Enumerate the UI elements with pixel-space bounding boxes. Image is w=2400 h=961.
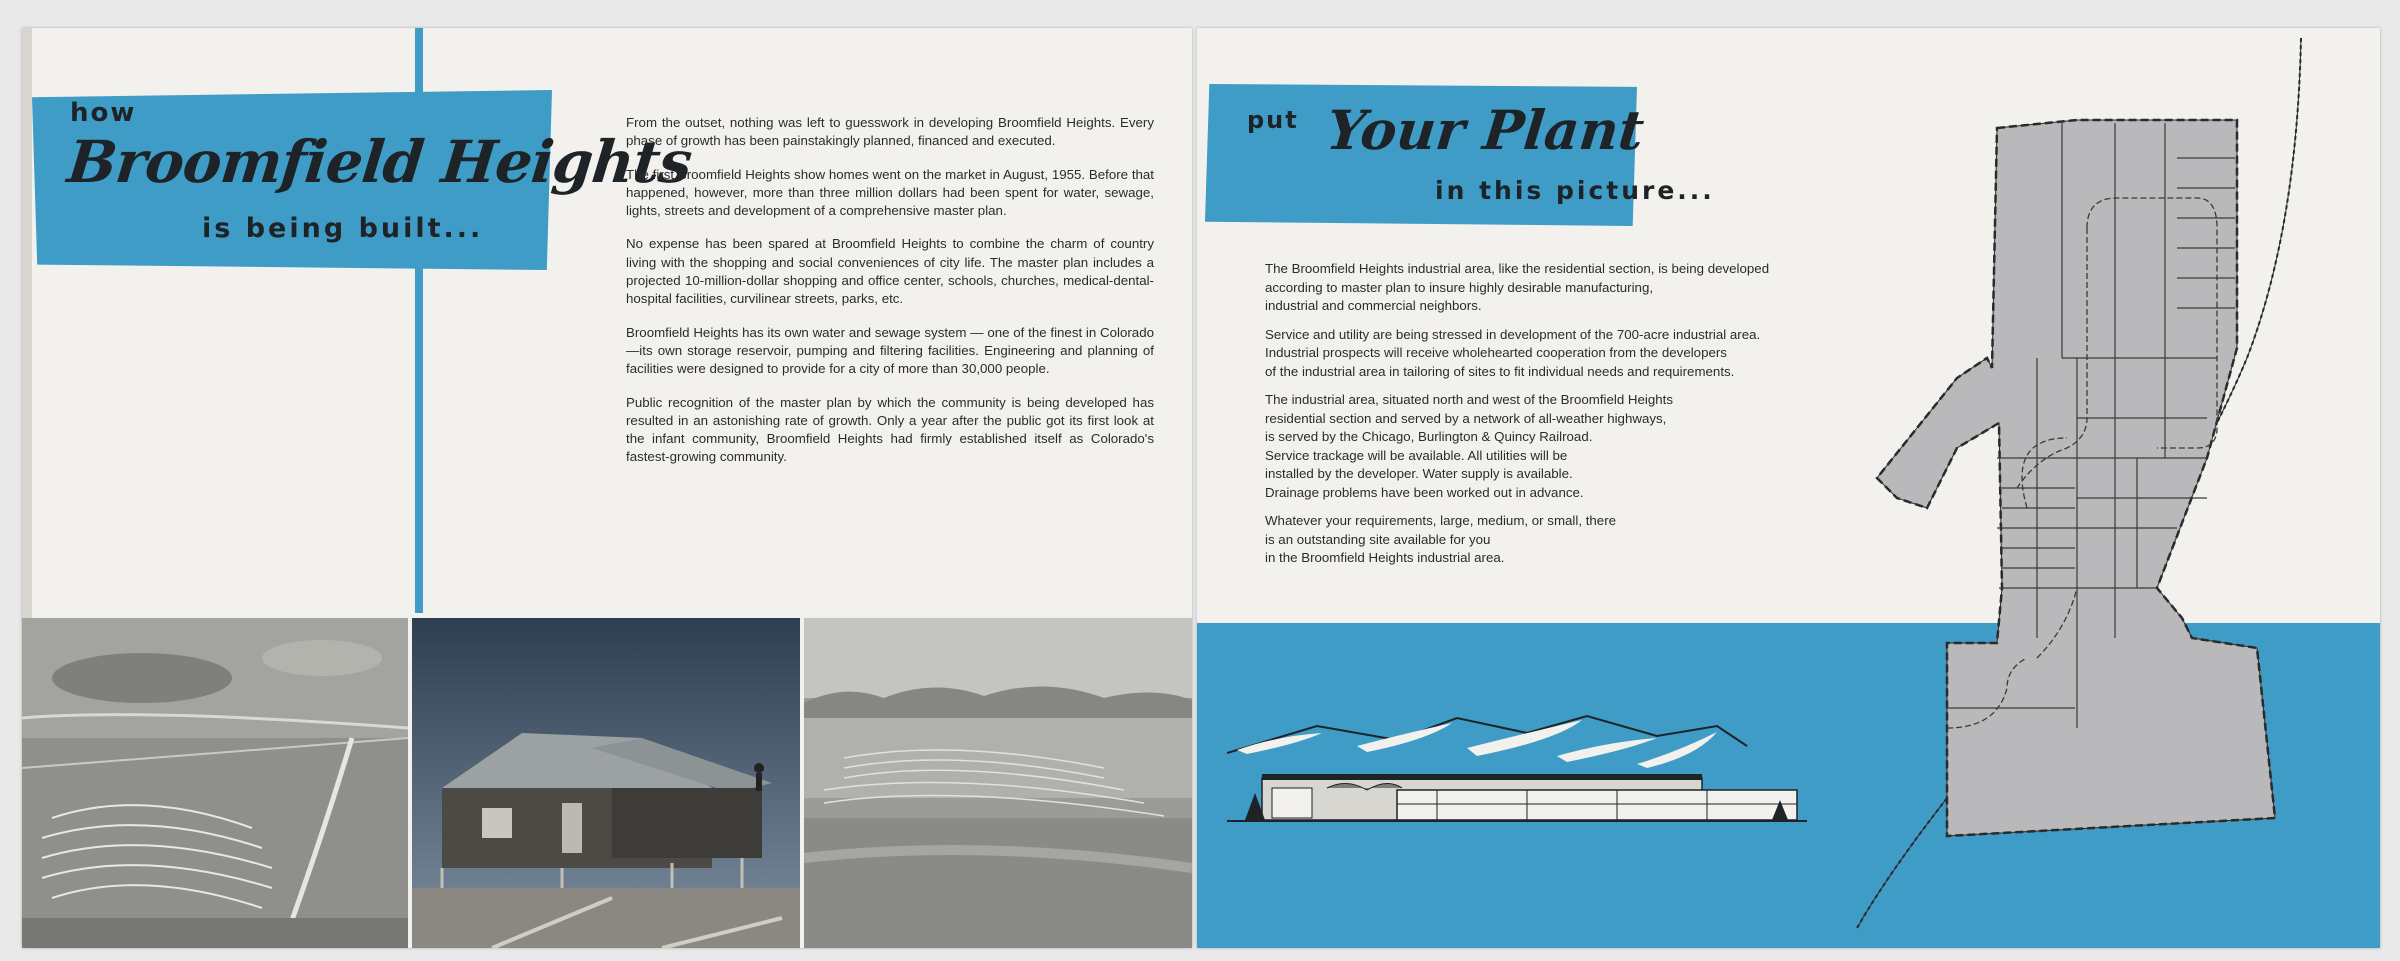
left-heading-main: Broomfield Heights [64,128,695,196]
right-heading-main: Your Plant [1323,98,1648,162]
text-line: The Broomfield Heights industrial area, like the residential section, is being developed [1265,261,1770,276]
right-heading-small: put [1247,106,1299,134]
text-line: of the industrial area in tailoring of sites to fit individual needs and requirements. [1265,363,1735,379]
text-line: residential section and served by a network of all-weather highways, [1265,410,1667,426]
left-paragraph: Broomfield Heights has its own water and sewage system — one of the finest in Colorado—its own storage reservoir, pumping and filtering facilities. Engineering and planning of facilities were designed to provide for a city of more than 30,000 people. [626,324,1154,377]
text-line: The industrial area, situated north and west of the Broomfield Heights [1265,392,1673,407]
left-paragraph: No expense has been spared at Broomfield Heights to combine the charm of country living with the shopping and social conveniences of city life. The master plan includes a projected 10-million-dollar shopping and office center, schools, churches, medical-dental-hospital facilities, curvilinear streets, parks, etc. [626,236,1154,307]
photo-house-construction [412,618,800,948]
text-line: Service and utility are being stressed in development of the 700-acre industrial area. [1265,326,1761,342]
left-heading-sub: is being built... [202,213,484,244]
factory-illustration [1227,678,1807,838]
left-paragraph: From the outset, nothing was left to guesswork in developing Broomfield Heights. Every phase of growth has been painstakingly planned, financed and executed. [626,115,1154,149]
text-line: is an outstanding site available for you [1265,531,1491,547]
industrial-site-map [1737,28,2380,948]
text-line: Whatever your requirements, large, medium, or small, there [1265,513,1617,528]
left-heading-small: how [70,98,137,128]
left-paragraph: Public recognition of the master plan by which the community is being developed has resulted in an astonishing rate of growth. Only a year after the public got its first look at the infant community, Broomfield Heights had firmly established itself as Colorado's fastest-growing community. [626,394,1154,465]
left-body-text [626,114,1154,482]
text-line: according to master plan to insure highly desirable manufacturing, [1265,279,1654,295]
text-line: industrial and commercial neighbors. [1265,298,1482,313]
text-line: Service trackage will be available. All utilities will be [1265,447,1568,463]
right-page [1197,28,2380,948]
aerial-photo-subdivision [22,618,408,948]
text-line: Industrial prospects will receive wholehearted cooperation from the developers [1265,345,1727,360]
left-page [22,28,1192,948]
right-heading-sub: in this picture... [1435,176,1715,205]
aerial-photo-mountains [804,618,1192,948]
left-paragraph: The first Broomfield Heights show homes went on the market in August, 1955. Before that happened, however, more than three million dollars had been spent for water, sewage, lights, streets and development of a comprehensive master plan. [626,166,1154,219]
text-line: in the Broomfield Heights industrial area. [1265,550,1505,565]
text-line: installed by the developer. Water supply is available. [1265,466,1573,481]
text-line: is served by the Chicago, Burlington & Quincy Railroad. [1265,429,1593,444]
text-line: Drainage problems have been worked out in advance. [1265,484,1584,500]
